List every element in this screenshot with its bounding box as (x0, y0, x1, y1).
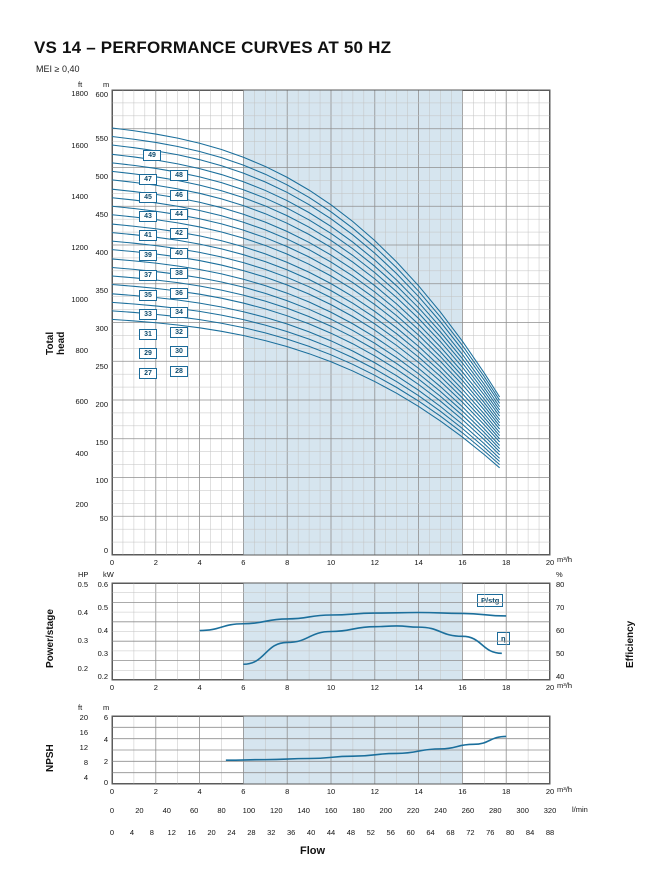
stage-tag-48: 48 (170, 170, 188, 181)
page-title: VS 14 – PERFORMANCE CURVES AT 50 HZ (34, 38, 392, 57)
stage-tag-40: 40 (170, 248, 188, 259)
gpmrow-tick-14: 56 (386, 828, 395, 837)
ylabel-ft-200: 200 (75, 500, 88, 509)
npsh-xtick-10: 10 (326, 787, 336, 796)
ylabel-pct-70: 70 (556, 603, 565, 612)
npsh-xtick-0: 0 (109, 787, 115, 796)
flow-axis-title: Flow (300, 845, 326, 857)
head-unit-ft: ft (78, 80, 83, 89)
eta-label: η (497, 632, 510, 645)
stage-tag-42: 42 (170, 228, 188, 239)
npsh-xtick-6: 6 (241, 787, 246, 796)
pow-xtick-4: 4 (197, 683, 202, 692)
lminrow-tick-16: 320 (543, 806, 557, 815)
head-axis-title: Total head (45, 331, 67, 355)
ylabel-ft-1000: 1000 (71, 295, 88, 304)
stage-tag-39: 39 (139, 250, 157, 261)
ylabel-kw-04: 0.4 (97, 626, 108, 635)
stage-tag-30: 30 (170, 346, 188, 357)
lminrow-tick-2: 40 (162, 806, 171, 815)
ylabel-m-500: 500 (95, 172, 108, 181)
ylabel-pct-50: 50 (556, 649, 565, 658)
head-xtick-18: 18 (502, 558, 511, 567)
gpmrow-tick-4: 16 (187, 828, 196, 837)
stage-tag-36: 36 (170, 288, 188, 299)
npsh-xtick-12: 12 (370, 787, 379, 796)
stage-tag-37: 37 (139, 270, 157, 281)
pow-xtick-2: 2 (153, 683, 158, 692)
power-unit-hp: HP (78, 570, 89, 579)
ylabel-m-150: 150 (95, 438, 108, 447)
ylabel-m-200: 200 (95, 400, 108, 409)
ylabel-hp-04: 0.4 (77, 608, 88, 617)
lminrow-tick-1: 20 (135, 806, 144, 815)
lminrow-tick-14: 280 (488, 806, 502, 815)
ylabel-npsh-m-6: 6 (103, 713, 108, 722)
ylabel-ft-1600: 1600 (71, 141, 88, 150)
stage-tag-34: 34 (170, 307, 188, 318)
ylabel-ft-1400: 1400 (71, 192, 88, 201)
stage-tag-46: 46 (170, 190, 188, 201)
ylabel-npsh-ft-20: 20 (79, 713, 88, 722)
pow-xtick-10: 10 (326, 683, 336, 692)
stage-tag-35: 35 (139, 290, 157, 301)
gpmrow-tick-20: 80 (506, 828, 515, 837)
gpmrow-tick-6: 24 (227, 828, 236, 837)
head-xtick-20: 20 (545, 558, 555, 567)
pow-xtick-16: 16 (458, 683, 467, 692)
ylabel-hp-05: 0.5 (77, 580, 88, 589)
gpmrow-tick-21: 84 (525, 828, 535, 837)
pstg-label: P/stg (477, 594, 503, 607)
ylabel-npsh-m-4: 4 (103, 735, 108, 744)
npsh-xtick-4: 4 (197, 787, 202, 796)
npsh-xtick-16: 16 (458, 787, 467, 796)
gpmrow-tick-19: 76 (486, 828, 495, 837)
lminrow-tick-4: 80 (217, 806, 226, 815)
gpmrow-tick-0: 0 (109, 828, 115, 837)
head-x-unit: m³/h (557, 555, 572, 564)
ylabel-m-600: 600 (95, 90, 108, 99)
mei-subtitle: MEI ≥ 0,40 (36, 64, 80, 74)
stage-tag-38: 38 (170, 268, 188, 279)
lminrow-tick-0: 0 (109, 806, 115, 815)
power-x-unit: m³/h (557, 681, 572, 690)
pow-xtick-6: 6 (241, 683, 246, 692)
gpmrow-tick-17: 68 (446, 828, 455, 837)
ylabel-pct-80: 80 (556, 580, 565, 589)
ylabel-kw-06: 0.6 (97, 580, 108, 589)
pow-xtick-0: 0 (109, 683, 115, 692)
ylabel-npsh-m-0: 0 (103, 778, 108, 787)
ylabel-hp-02: 0.2 (77, 664, 88, 673)
ylabel-ft-1800: 1800 (71, 89, 88, 98)
npsh-x-unit: m³/h (557, 785, 572, 794)
head-xtick-16: 16 (458, 558, 467, 567)
ylabel-m-0: 0 (103, 546, 108, 555)
ylabel-m-550: 550 (95, 134, 108, 143)
lminrow-tick-8: 160 (324, 806, 338, 815)
lminrow-tick-3: 60 (189, 806, 199, 815)
ylabel-ft-600: 600 (75, 397, 88, 406)
head-xtick-14: 14 (414, 558, 423, 567)
stage-tag-47: 47 (139, 174, 157, 185)
efficiency-axis-title: Efficiency (625, 620, 636, 668)
stage-tag-31: 31 (139, 329, 157, 340)
stage-tag-49: 49 (143, 150, 161, 161)
head-xtick-6: 6 (241, 558, 246, 567)
ylabel-npsh-ft-16: 16 (79, 728, 88, 737)
head-xtick-0: 0 (109, 558, 115, 567)
ylabel-m-50: 50 (99, 514, 108, 523)
npsh-axis-title: NPSH (45, 744, 56, 772)
stage-tag-44: 44 (170, 209, 188, 220)
stage-tag-43: 43 (139, 211, 157, 222)
gpmrow-tick-9: 36 (287, 828, 296, 837)
ylabel-m-350: 350 (95, 286, 108, 295)
gpmrow-tick-10: 40 (306, 828, 316, 837)
head-xtick-8: 8 (285, 558, 290, 567)
head-xtick-12: 12 (370, 558, 379, 567)
ylabel-pct-60: 60 (556, 626, 565, 635)
pow-xtick-18: 18 (502, 683, 511, 692)
ylabel-kw-05: 0.5 (97, 603, 108, 612)
head-xtick-10: 10 (326, 558, 336, 567)
ylabel-hp-03: 0.3 (77, 636, 88, 645)
lminrow-tick-9: 180 (352, 806, 365, 815)
npsh-xtick-14: 14 (414, 787, 423, 796)
lminrow-tick-15: 300 (516, 806, 529, 815)
gpmrow-tick-12: 48 (346, 828, 356, 837)
gpmrow-tick-15: 60 (406, 828, 415, 837)
ylabel-m-300: 300 (95, 324, 108, 333)
stage-tag-28: 28 (170, 366, 188, 377)
ylabel-m-450: 450 (95, 210, 108, 219)
npsh-unit-m: m (103, 703, 110, 712)
pow-xtick-20: 20 (545, 683, 555, 692)
gpmrow-tick-16: 64 (426, 828, 435, 837)
ylabel-ft-1200: 1200 (71, 243, 88, 252)
efficiency-unit-pct: % (556, 570, 563, 579)
head-xtick-2: 2 (153, 558, 158, 567)
npsh-xtick-20: 20 (545, 787, 555, 796)
npsh-xtick-8: 8 (285, 787, 290, 796)
lminrow-tick-10: 200 (379, 806, 393, 815)
ylabel-m-100: 100 (95, 476, 108, 485)
ylabel-npsh-ft-4: 4 (83, 773, 88, 782)
gpmrow-tick-8: 32 (267, 828, 276, 837)
gpmrow-tick-22: 88 (545, 828, 555, 837)
lminrow-tick-5: 100 (242, 806, 256, 815)
ylabel-pct-40: 40 (556, 672, 565, 681)
ylabel-m-250: 250 (95, 362, 108, 371)
ylabel-ft-800: 800 (75, 346, 88, 355)
lminrow-tick-6: 120 (269, 806, 283, 815)
stage-tag-29: 29 (139, 348, 157, 359)
head-xtick-4: 4 (197, 558, 202, 567)
npsh-xtick-18: 18 (502, 787, 511, 796)
gpmrow-tick-18: 72 (466, 828, 475, 837)
ylabel-npsh-m-2: 2 (103, 757, 108, 766)
ylabel-m-400: 400 (95, 248, 108, 257)
ylabel-kw-03: 0.3 (97, 649, 108, 658)
gpmrow-tick-5: 20 (207, 828, 216, 837)
lminrow-tick-7: 140 (297, 806, 310, 815)
lmin-unit: l/min (572, 805, 588, 814)
lminrow-tick-12: 240 (434, 806, 447, 815)
ylabel-npsh-ft-8: 8 (83, 758, 88, 767)
gpmrow-tick-11: 44 (326, 828, 336, 837)
stage-tag-32: 32 (170, 327, 188, 338)
gpmrow-tick-3: 12 (167, 828, 176, 837)
ylabel-kw-02: 0.2 (97, 672, 108, 681)
npsh-xtick-2: 2 (153, 787, 158, 796)
gpmrow-tick-1: 4 (129, 828, 134, 837)
gpmrow-tick-13: 52 (366, 828, 375, 837)
pow-xtick-14: 14 (414, 683, 423, 692)
power-axis-title: Power/stage (45, 609, 56, 668)
pow-xtick-8: 8 (285, 683, 290, 692)
head-unit-m: m (103, 80, 110, 89)
lminrow-tick-13: 260 (461, 806, 475, 815)
ylabel-npsh-ft-12: 12 (79, 743, 88, 752)
pow-xtick-12: 12 (370, 683, 379, 692)
npsh-unit-ft: ft (78, 703, 83, 712)
stage-tag-45: 45 (139, 192, 157, 203)
lminrow-tick-11: 220 (406, 806, 420, 815)
power-unit-kw: kW (103, 570, 114, 579)
ylabel-ft-400: 400 (75, 449, 88, 458)
stage-tag-33: 33 (139, 309, 157, 320)
stage-tag-27: 27 (139, 368, 157, 379)
gpmrow-tick-2: 8 (149, 828, 154, 837)
gpmrow-tick-7: 28 (247, 828, 256, 837)
stage-tag-41: 41 (139, 230, 157, 241)
